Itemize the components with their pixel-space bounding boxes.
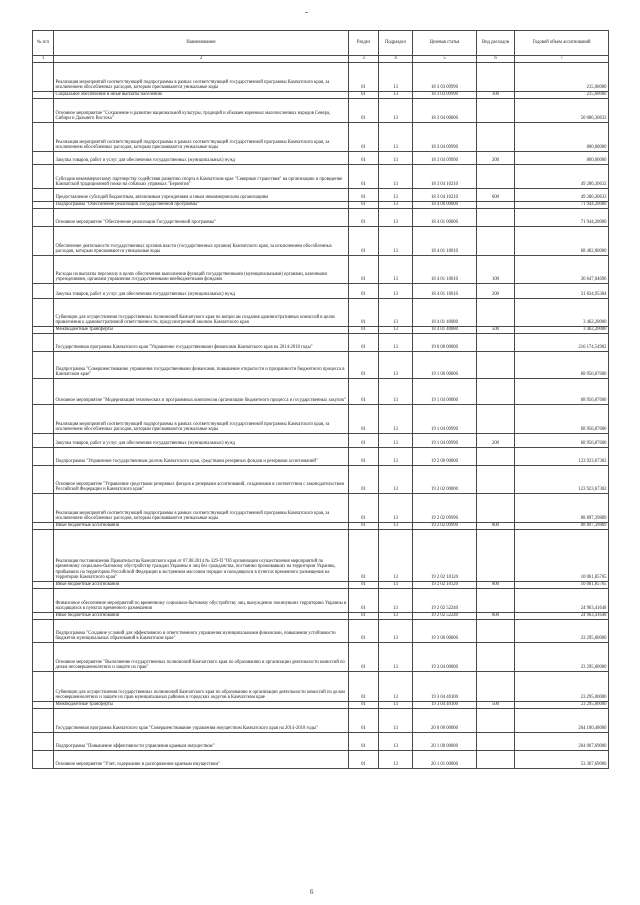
row-razdel: 01 (349, 708, 379, 732)
row-expense-type: 800 (477, 581, 515, 588)
row-number (33, 91, 54, 98)
row-podrazdel: 13 (379, 529, 413, 581)
row-annual-sum: 216 174,54902 (515, 333, 609, 351)
row-podrazdel: 13 (379, 732, 413, 750)
row-expense-type: 500 (477, 701, 515, 708)
row-razdel: 01 (349, 164, 379, 188)
row-target-article: 18 4 01 40080 (413, 326, 477, 333)
row-expense-type (477, 122, 515, 151)
row-annual-sum: 71 944,20000 (515, 208, 609, 226)
row-annual-sum: 123 923,67302 (515, 465, 609, 493)
row-razdel: 01 (349, 226, 379, 255)
row-target-article: 19 2 02 52240 (413, 588, 477, 612)
row-annual-sum: 800,00000 (515, 122, 609, 151)
row-name: Реализация мероприятий соответствующей подпрограммы в рамках соответствующей государственной программы Камчатского края, за исключением обособленных расходов, которым присваиваются уникальные коды (54, 493, 349, 522)
row-number (33, 226, 54, 255)
table-row (33, 671, 609, 701)
header-expense-type: Вид расходов (477, 31, 515, 56)
row-expense-type (477, 298, 515, 326)
row-target-article: 19 0 00 00000 (413, 333, 477, 351)
row-podrazdel: 13 (379, 351, 413, 378)
row-number (33, 255, 54, 283)
row-number (33, 208, 54, 226)
row-expense-type: 100 (477, 255, 515, 283)
row-target-article: 18 3 04 10210 (413, 188, 477, 201)
row-razdel: 01 (349, 612, 379, 619)
row-annual-sum: 71 944,20000 (515, 201, 609, 208)
row-annual-sum: 215,00000 (515, 62, 609, 91)
row-name: Основное мероприятие "Учет, содержание и распоряжение краевым имуществом" (54, 750, 349, 768)
table-row (33, 164, 609, 188)
row-target-article: 18 4 00 00000 (413, 201, 477, 208)
row-annual-sum: 88 897,39889 (515, 522, 609, 529)
row-expense-type: 300 (477, 91, 515, 98)
row-number (33, 447, 54, 465)
header-razdel: Раздел (349, 31, 379, 56)
row-annual-sum: 68 482,00000 (515, 226, 609, 255)
row-name: Субвенции для осуществления государственных полномочий Камчатского края по образованию и организации деятельности комиссий по делам несовершеннолетних и защите их прав муниципальных районов и городских округов в Камчатском крае (54, 671, 349, 701)
table-row (33, 701, 609, 708)
table-row (33, 98, 609, 122)
table-row (33, 465, 609, 493)
row-number (33, 642, 54, 671)
row-target-article: 19 2 02 09990 (413, 493, 477, 522)
row-name: Межбюджетные трансферты (54, 701, 349, 708)
row-number (33, 750, 54, 768)
row-expense-type: 200 (477, 433, 515, 447)
row-razdel: 01 (349, 701, 379, 708)
table-row (33, 326, 609, 333)
row-number (33, 671, 54, 701)
row-razdel: 01 (349, 433, 379, 447)
row-name: Основное мероприятие "Обеспечение реализации Государственной программы" (54, 208, 349, 226)
table-row (33, 581, 609, 588)
row-razdel: 01 (349, 529, 379, 581)
row-target-article: 18 4 01 10010 (413, 226, 477, 255)
row-annual-sum: 50 086,30633 (515, 98, 609, 122)
row-annual-sum: 3 462,20000 (515, 298, 609, 326)
row-expense-type (477, 619, 515, 642)
table-row (33, 732, 609, 750)
row-razdel: 01 (349, 378, 379, 404)
row-expense-type (477, 671, 515, 701)
table-row (33, 612, 609, 619)
row-name: Государственная программа Камчатского края "Управление государственными финансами Камчатского края на 2014-2018 годы" (54, 333, 349, 351)
row-name: Иные бюджетные ассигнования (54, 581, 349, 588)
row-name: Социальное обеспечение и иные выплаты населению (54, 91, 349, 98)
header-annual-sum: Годовой объем ассигнований (515, 31, 609, 56)
row-razdel: 01 (349, 255, 379, 283)
table-row (33, 588, 609, 612)
row-expense-type (477, 708, 515, 732)
row-razdel: 01 (349, 493, 379, 522)
column-number: 5 (413, 56, 477, 63)
row-razdel: 01 (349, 465, 379, 493)
row-expense-type (477, 378, 515, 404)
row-annual-sum: 49 286,30633 (515, 188, 609, 201)
row-podrazdel: 13 (379, 708, 413, 732)
row-razdel: 01 (349, 91, 379, 98)
row-podrazdel: 13 (379, 750, 413, 768)
row-annual-sum: 68 956,87600 (515, 433, 609, 447)
row-annual-sum: 10 061,85765 (515, 529, 609, 581)
row-expense-type (477, 493, 515, 522)
table-row (33, 378, 609, 404)
scan-mark (305, 12, 308, 13)
row-annual-sum: 23 295,00000 (515, 642, 609, 671)
row-name: Субсидия некоммерческому партнерству содействия развитию спорта в Камчатском крае "Северные странствия" на организацию и проведение Камчатской традиционной гонки на собачьих упряжках "Берингия" (54, 164, 349, 188)
row-podrazdel: 13 (379, 208, 413, 226)
row-name: Подпрограмма "Управление государственным долгом Камчатского края, средствами резервных фондов и резервами ассигнований" (54, 447, 349, 465)
row-annual-sum: 68 956,87600 (515, 351, 609, 378)
row-expense-type (477, 529, 515, 581)
row-number (33, 493, 54, 522)
row-annual-sum: 23 295,00000 (515, 701, 609, 708)
row-target-article: 18 4 01 40080 (413, 298, 477, 326)
row-name: Закупка товаров, работ и услуг для обеспечения государственных (муниципальных) нужд (54, 151, 349, 164)
row-razdel: 01 (349, 122, 379, 151)
row-annual-sum: 36 647,04696 (515, 255, 609, 283)
table-row (33, 226, 609, 255)
row-name: Основное мероприятие "Модернизация технических и программных комплексов организации бюджетного процесса и государственных закупок" (54, 378, 349, 404)
table-row (33, 522, 609, 529)
row-expense-type (477, 351, 515, 378)
row-expense-type: 200 (477, 283, 515, 298)
table-row (33, 255, 609, 283)
row-podrazdel: 13 (379, 91, 413, 98)
column-number: 1 (33, 56, 54, 63)
row-target-article: 18 3 04 10210 (413, 164, 477, 188)
row-number (33, 433, 54, 447)
header-target-article: Целевая статья (413, 31, 477, 56)
row-target-article: 20 1 00 00000 (413, 732, 477, 750)
row-podrazdel: 13 (379, 226, 413, 255)
row-target-article: 19 2 02 00000 (413, 465, 477, 493)
header-num: № п/п (33, 31, 54, 56)
row-expense-type: 500 (477, 326, 515, 333)
row-podrazdel: 13 (379, 201, 413, 208)
row-number (33, 298, 54, 326)
row-target-article: 19 2 02 10120 (413, 581, 477, 588)
row-target-article: 19 1 04 09990 (413, 433, 477, 447)
row-podrazdel: 13 (379, 326, 413, 333)
table-row (33, 750, 609, 768)
table-row (33, 201, 609, 208)
table-row (33, 404, 609, 433)
row-podrazdel: 13 (379, 619, 413, 642)
row-target-article: 18 4 01 10010 (413, 255, 477, 283)
header-name: Наименование (54, 31, 349, 56)
table-row (33, 619, 609, 642)
row-annual-sum: 10 061,85765 (515, 581, 609, 588)
row-razdel: 01 (349, 98, 379, 122)
table-row (33, 283, 609, 298)
row-razdel: 01 (349, 62, 379, 91)
table-row (33, 351, 609, 378)
row-razdel: 01 (349, 188, 379, 201)
row-razdel: 01 (349, 588, 379, 612)
row-target-article: 19 3 00 00000 (413, 619, 477, 642)
row-annual-sum: 31 834,95304 (515, 283, 609, 298)
row-number (33, 62, 54, 91)
row-annual-sum: 68 956,87600 (515, 378, 609, 404)
row-razdel: 01 (349, 351, 379, 378)
row-number (33, 522, 54, 529)
row-number (33, 326, 54, 333)
row-name: Реализация постановления Правительства Камчатского края от 07.08.2014 № 329-П "Об организации осуществления мероприятий по временному социально-бытовому обустройству граждан Украины и лиц без гражданства, постоянно проживавших на территории Украины, прибывших на территорию Российской Федерации в экстренном массовом порядке и находящихся в пунктах временного размещения на территории Камчатского края" (54, 529, 349, 581)
row-expense-type: 200 (477, 151, 515, 164)
row-podrazdel: 13 (379, 465, 413, 493)
table-row (33, 642, 609, 671)
row-number (33, 188, 54, 201)
row-target-article: 19 2 02 10120 (413, 529, 477, 581)
row-razdel: 01 (349, 581, 379, 588)
row-podrazdel: 13 (379, 298, 413, 326)
row-expense-type (477, 465, 515, 493)
row-name: Расходы на выплаты персоналу в целях обеспечения выполнения функций государственными (муниципальными) органами, казенными учреждениями, органами управления государственными внебюджетными фондами (54, 255, 349, 283)
row-expense-type (477, 588, 515, 612)
header-podrazdel: Подраздел (379, 31, 413, 56)
row-name: Обеспечение деятельности государственных органов власти (государственных органов) Камчатского края, за исключением обособленных расходов, которым присваиваются уникальные коды (54, 226, 349, 255)
row-number (33, 588, 54, 612)
row-annual-sum: 68 956,87600 (515, 404, 609, 433)
row-podrazdel: 13 (379, 98, 413, 122)
row-number (33, 708, 54, 732)
row-podrazdel: 13 (379, 122, 413, 151)
table-row (33, 91, 609, 98)
row-name: Подпрограмма "Обеспечение реализации Государственной программы" (54, 201, 349, 208)
row-target-article: 20 1 01 00000 (413, 750, 477, 768)
row-razdel: 01 (349, 326, 379, 333)
column-number: 4 (379, 56, 413, 63)
row-podrazdel: 13 (379, 333, 413, 351)
row-podrazdel: 13 (379, 588, 413, 612)
row-annual-sum: 3 462,20000 (515, 326, 609, 333)
row-number (33, 529, 54, 581)
row-podrazdel: 13 (379, 255, 413, 283)
row-name: Иные бюджетные ассигнования (54, 612, 349, 619)
row-razdel: 01 (349, 151, 379, 164)
row-podrazdel: 13 (379, 164, 413, 188)
row-target-article: 19 2 00 00000 (413, 447, 477, 465)
row-annual-sum: 23 295,00000 (515, 671, 609, 701)
row-name: Закупка товаров, работ и услуг для обеспечения государственных (муниципальных) нужд (54, 283, 349, 298)
row-podrazdel: 13 (379, 493, 413, 522)
row-expense-type: 800 (477, 522, 515, 529)
row-target-article: 19 3 04 40100 (413, 671, 477, 701)
row-number (33, 378, 54, 404)
column-number: 7 (515, 56, 609, 63)
table-row (33, 447, 609, 465)
page-number: 6 (310, 888, 314, 896)
row-target-article: 19 1 00 00000 (413, 351, 477, 378)
row-name: Реализация мероприятий соответствующей подпрограммы в рамках соответствующей государственной программы Камчатского края, за исключением обособленных расходов, которым присваиваются уникальные коды (54, 62, 349, 91)
row-target-article: 18 4 01 10010 (413, 283, 477, 298)
row-name: Основное мероприятие "Управление средствами резервных фондов и резервами ассигнований, созданными в соответствии с законодательством Российской Федерации и Камчатского края" (54, 465, 349, 493)
row-number (33, 465, 54, 493)
row-podrazdel: 13 (379, 581, 413, 588)
row-razdel: 01 (349, 208, 379, 226)
table-row (33, 151, 609, 164)
row-number (33, 333, 54, 351)
row-podrazdel: 13 (379, 612, 413, 619)
row-expense-type (477, 208, 515, 226)
row-podrazdel: 13 (379, 404, 413, 433)
row-target-article: 18 3 03 09990 (413, 91, 477, 98)
row-name: Иные бюджетные ассигнования (54, 522, 349, 529)
row-name: Реализация мероприятий соответствующей подпрограммы в рамках соответствующей государственной программы Камчатского края, за исключением обособленных расходов, которым присваиваются уникальные коды (54, 122, 349, 151)
row-target-article: 18 3 04 00000 (413, 98, 477, 122)
row-expense-type (477, 732, 515, 750)
row-expense-type (477, 226, 515, 255)
table-row (33, 333, 609, 351)
row-annual-sum: 24 963,41648 (515, 588, 609, 612)
row-expense-type (477, 62, 515, 91)
row-number (33, 581, 54, 588)
row-name: Межбюджетные трансферты (54, 326, 349, 333)
column-number: 6 (477, 56, 515, 63)
row-annual-sum: 23 295,00000 (515, 619, 609, 642)
row-number (33, 351, 54, 378)
row-razdel: 01 (349, 298, 379, 326)
row-target-article: 18 3 04 09990 (413, 151, 477, 164)
row-number (33, 404, 54, 433)
row-razdel: 01 (349, 642, 379, 671)
row-number (33, 151, 54, 164)
row-target-article: 19 2 02 09990 (413, 522, 477, 529)
table-row (33, 122, 609, 151)
row-name: Подпрограмма "Повышение эффективности управления краевым имуществом" (54, 732, 349, 750)
row-target-article: 19 1 04 00000 (413, 378, 477, 404)
row-razdel: 01 (349, 522, 379, 529)
row-number (33, 201, 54, 208)
row-expense-type (477, 98, 515, 122)
table-body (33, 62, 609, 768)
row-expense-type (477, 333, 515, 351)
table-row (33, 208, 609, 226)
row-podrazdel: 13 (379, 522, 413, 529)
row-annual-sum: 49 286,30633 (515, 164, 609, 188)
row-number (33, 98, 54, 122)
row-target-article: 19 3 04 00000 (413, 642, 477, 671)
row-name: Субвенции для осуществления государственных полномочий Камчатского края по вопросам создания административных комиссий в целях привлечения к административной ответственности, предусмотренной законом Камчатского края (54, 298, 349, 326)
row-expense-type (477, 447, 515, 465)
row-podrazdel: 13 (379, 671, 413, 701)
table-row (33, 62, 609, 91)
row-razdel: 01 (349, 404, 379, 433)
table-row (33, 493, 609, 522)
row-podrazdel: 13 (379, 188, 413, 201)
row-target-article: 19 1 04 09990 (413, 404, 477, 433)
row-podrazdel: 13 (379, 283, 413, 298)
row-target-article: 18 3 04 09990 (413, 122, 477, 151)
row-expense-type: 600 (477, 188, 515, 201)
row-expense-type (477, 642, 515, 671)
row-annual-sum: 24 963,41648 (515, 612, 609, 619)
row-number (33, 701, 54, 708)
row-name: Подпрограмма "Создание условий для эффективного и ответственного управления муниципальными финансами, повышения устойчивости бюджетов муниципальных образований в Камчатском крае" (54, 619, 349, 642)
row-razdel: 01 (349, 732, 379, 750)
row-target-article: 20 0 00 00000 (413, 708, 477, 732)
row-razdel: 01 (349, 447, 379, 465)
row-number (33, 164, 54, 188)
table-row (33, 708, 609, 732)
table-row (33, 188, 609, 201)
row-target-article: 19 2 02 52240 (413, 612, 477, 619)
row-annual-sum: 215,00000 (515, 91, 609, 98)
row-annual-sum: 53 307,69000 (515, 750, 609, 768)
row-name: Основное мероприятие "Выполнение государственных полномочий Камчатского края по образованию и организации деятельности комиссий по делам несовершеннолетних и защите их прав" (54, 642, 349, 671)
row-podrazdel: 13 (379, 378, 413, 404)
row-name: Основное мероприятие "Сохранение и развитие национальной культуры, традиций и обычаев коренных малочисленных народов Севера, Сибири и Дальнего Востока" (54, 98, 349, 122)
row-name: Закупка товаров, работ и услуг для обеспечения государственных (муниципальных) нужд (54, 433, 349, 447)
row-annual-sum: 88 897,39889 (515, 493, 609, 522)
row-number (33, 612, 54, 619)
budget-table-page (32, 30, 608, 875)
row-podrazdel: 13 (379, 701, 413, 708)
row-target-article: 18 4 01 00000 (413, 208, 477, 226)
row-name: Предоставление субсидий бюджетным, автономным учреждениям и иным некоммерческим организациям (54, 188, 349, 201)
row-expense-type (477, 201, 515, 208)
row-name: Реализация мероприятий соответствующей подпрограммы в рамках соответствующей государственной программы Камчатского края, за исключением обособленных расходов, которым присваиваются уникальные коды (54, 404, 349, 433)
row-podrazdel: 13 (379, 642, 413, 671)
table-row (33, 433, 609, 447)
row-number (33, 732, 54, 750)
row-podrazdel: 13 (379, 447, 413, 465)
row-name: Государственная программа Камчатского края "Совершенствование управления имуществом Камчатского края на 2014-2018 годы" (54, 708, 349, 732)
row-razdel: 01 (349, 671, 379, 701)
row-annual-sum: 204 007,69000 (515, 732, 609, 750)
row-expense-type (477, 164, 515, 188)
row-number (33, 122, 54, 151)
row-target-article: 18 3 03 09990 (413, 62, 477, 91)
row-annual-sum: 123 923,67302 (515, 447, 609, 465)
row-podrazdel: 13 (379, 433, 413, 447)
row-razdel: 01 (349, 750, 379, 768)
row-name: Финансовое обеспечение мероприятий по временному социально-бытовому обустройству лиц, вынужденно покинувших территорию Украины и находящихся в пунктах временного размещения (54, 588, 349, 612)
row-expense-type (477, 404, 515, 433)
column-number: 3 (349, 56, 379, 63)
row-annual-sum: 800,00000 (515, 151, 609, 164)
budget-table (32, 30, 609, 769)
column-number: 2 (54, 56, 349, 63)
row-number (33, 619, 54, 642)
row-target-article: 19 3 04 40100 (413, 701, 477, 708)
row-expense-type: 800 (477, 612, 515, 619)
table-row (33, 529, 609, 581)
row-razdel: 01 (349, 333, 379, 351)
row-razdel: 01 (349, 201, 379, 208)
row-razdel: 01 (349, 283, 379, 298)
table-row (33, 298, 609, 326)
row-razdel: 01 (349, 619, 379, 642)
row-name: Подпрограмма "Совершенствование управления государственными финансами, повышение открытости и прозрачности бюджетного процесса в Камчатском крае" (54, 351, 349, 378)
row-podrazdel: 13 (379, 62, 413, 91)
table-header-row (33, 31, 609, 56)
row-podrazdel: 13 (379, 151, 413, 164)
row-annual-sum: 264 100,48000 (515, 708, 609, 732)
row-expense-type (477, 750, 515, 768)
row-number (33, 283, 54, 298)
